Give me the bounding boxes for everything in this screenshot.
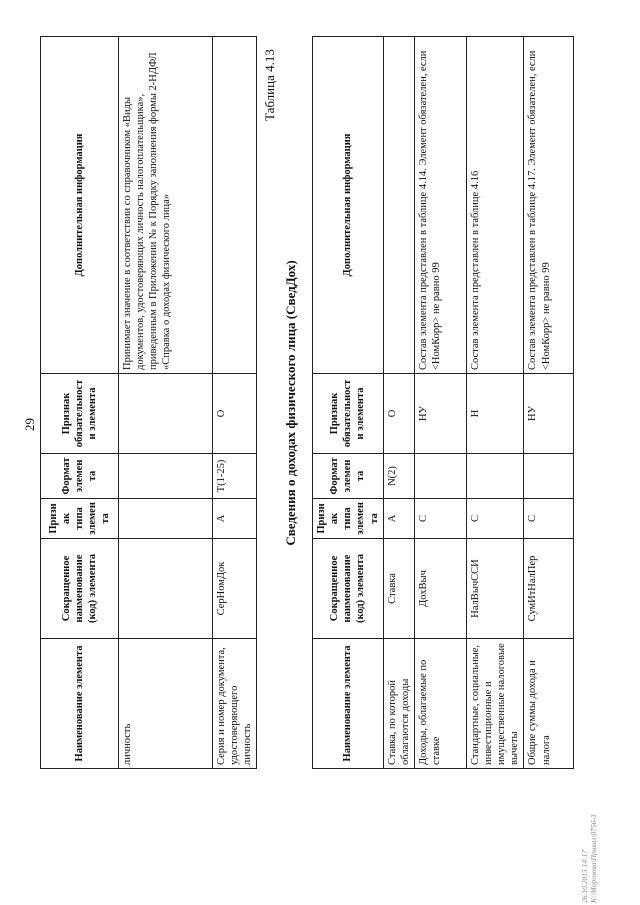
cell-type: С <box>466 499 524 539</box>
header-code: Сокращенное наименование (код) элемента <box>41 539 119 639</box>
cell-name: Ставка, по которой облагаются доходы <box>383 639 414 769</box>
cell-info: Принимает значение в соответствии со справочником «Виды документов, удостоверяющих личность налогоплательщика», приведенным в Приложении № к Порядку заполнения формы 2-НДФЛ «Справка о доходах физического лица» <box>119 37 213 374</box>
cell-required <box>119 374 213 454</box>
header-format: Формат элемента <box>313 454 384 499</box>
header-required: Признак обязательности элемента <box>313 374 384 454</box>
cell-info: Состав элемента представлен в таблице 4.14. Элемент обязателен, если <НомКорр> не равно 99 <box>414 37 466 374</box>
cell-name: Серия и номер документа, удостоверяющего личность <box>213 639 257 769</box>
cell-type: С <box>414 499 466 539</box>
table-row <box>414 37 466 769</box>
table-title: Сведения о доходах физического лица (СведДох) <box>283 260 298 546</box>
cell-required: О <box>213 374 257 454</box>
cell-code <box>119 539 213 639</box>
cell-required: НУ <box>524 374 574 454</box>
header-required: Признак обязательности элемента <box>41 374 119 454</box>
cell-format <box>466 454 524 499</box>
stamp-date: 26.10.2015 14:17 <box>580 849 589 903</box>
cell-name: Доходы, облагаемые по ставке <box>414 639 466 769</box>
cell-name: Общие суммы дохода и налога <box>524 639 574 769</box>
header-code: Сокращенное наименование (код) элемента <box>313 539 384 639</box>
cell-code: Ставка <box>383 539 414 639</box>
header-type: Признак типа элемента <box>41 499 119 539</box>
stamp-path: К:\Морозова\Приказ\0756-3 <box>589 814 598 903</box>
cell-type: С <box>524 499 574 539</box>
cell-format <box>414 454 466 499</box>
table-income-info <box>312 36 574 769</box>
table-row <box>466 37 524 769</box>
cell-required: О <box>383 374 414 454</box>
page-number: 29 <box>22 418 37 431</box>
cell-code: НалВычССИ <box>466 539 524 639</box>
cell-name: Стандартные, социальные, инвестиционные и имущественные налоговые вычеты <box>466 639 524 769</box>
cell-required: Н <box>466 374 524 454</box>
header-name: Наименование элемента <box>41 639 119 769</box>
table-row <box>213 37 257 769</box>
cell-info <box>213 37 257 374</box>
table-continuation <box>40 36 257 769</box>
cell-type: А <box>213 499 257 539</box>
table-header-row <box>313 37 384 769</box>
cell-code: СерНомДок <box>213 539 257 639</box>
cell-format: N(2) <box>383 454 414 499</box>
cell-format <box>119 454 213 499</box>
table-row <box>524 37 574 769</box>
cell-code: СумИтНалПер <box>524 539 574 639</box>
header-type: Признак типа элемента <box>313 499 384 539</box>
cell-type <box>119 499 213 539</box>
cell-format: T(1-25) <box>213 454 257 499</box>
table-header-row <box>41 37 119 769</box>
cell-info: Состав элемента представлен в таблице 4.16 <box>466 37 524 374</box>
cell-required: НУ <box>414 374 466 454</box>
cell-info: Состав элемента представлен в таблице 4.17. Элемент обязателен, если <НомКорр> не равно 99 <box>524 37 574 374</box>
table-row <box>383 37 414 769</box>
cell-info <box>383 37 414 374</box>
table-row <box>119 37 213 769</box>
header-info: Дополнительная информация <box>41 37 119 374</box>
cell-name: личность <box>119 639 213 769</box>
cell-type: А <box>383 499 414 539</box>
header-format: Формат элемента <box>41 454 119 499</box>
file-stamp <box>580 814 598 903</box>
table-label: Таблица 4.13 <box>262 49 277 121</box>
cell-format <box>524 454 574 499</box>
cell-code: ДохВыч <box>414 539 466 639</box>
header-info: Дополнительная информация <box>313 37 384 374</box>
header-name: Наименование элемента <box>313 639 384 769</box>
